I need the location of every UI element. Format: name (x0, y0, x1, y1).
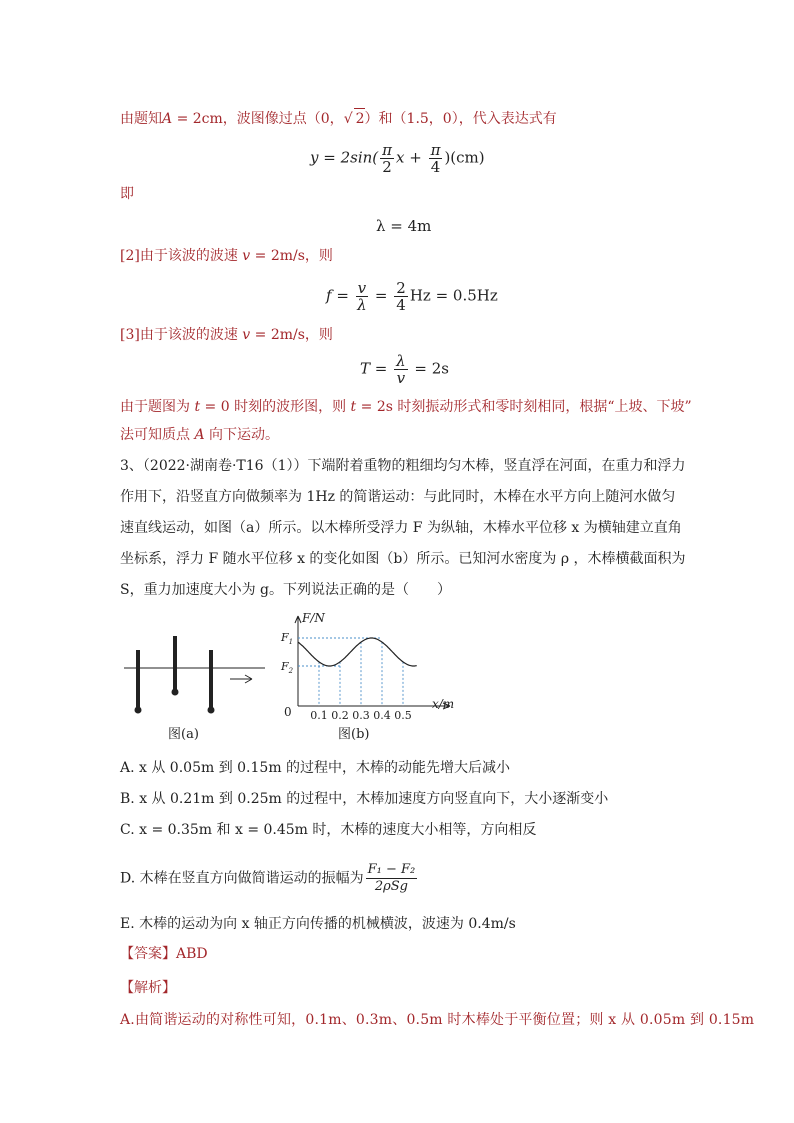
numerator: λ (396, 352, 406, 370)
option-E: E. 木棒的运动为向 x 轴正方向传播的机械横波，波速为 0.4m/s (120, 916, 516, 932)
rod-weight-1 (135, 707, 142, 714)
text: 由于题图为 (120, 399, 195, 415)
text: [3]由于该波的波速 (120, 327, 243, 343)
denominator: 4 (396, 296, 406, 314)
plus: + (404, 148, 427, 167)
fraction (394, 280, 408, 313)
denominator: 2 (382, 158, 392, 176)
text: 向下运动。 (204, 427, 280, 443)
y-axis-label (301, 611, 325, 625)
grid-lines (298, 638, 403, 706)
F1-label (280, 631, 293, 646)
analysis-label: 【解析】 (120, 980, 176, 996)
text: = 2cm，波图像过点（0， (172, 111, 344, 127)
numerator: π (382, 141, 392, 159)
denominator: v (396, 369, 406, 387)
option-C: C. x = 0.35m 和 x = 0.45m 时，木棒的速度大小相等，方向相反 (120, 822, 537, 838)
numerator: F₁ − F₂ (367, 862, 416, 877)
solution-line-3 (120, 325, 333, 345)
numerator: v (357, 279, 367, 297)
question-line-5: S，重力加速度大小为 g。下列说法正确的是（ ） (120, 582, 452, 598)
sqrt-symbol: √ (343, 111, 353, 127)
x-tick-label: 0.5 (394, 709, 412, 722)
x-tick-label: 0.4 (373, 709, 391, 722)
option-D-text: D. 木棒在竖直方向做简谐运动的振幅为 (120, 870, 364, 887)
ji-text: 即 (120, 186, 134, 202)
equation-f (326, 280, 498, 313)
fraction (429, 142, 443, 175)
text: = 2s 时刻振动形式和零时刻相同，根据“上坡、下坡” (356, 399, 692, 415)
answer-line (120, 944, 208, 964)
text: 由题知 (120, 111, 162, 127)
sqrt-value: 2 (354, 108, 365, 129)
text: = 0 时刻的波形图，则 (200, 399, 351, 415)
var-A: A (194, 427, 205, 443)
var-v: v (242, 327, 251, 343)
text: 法可知质点 (120, 427, 195, 443)
solution-line-5 (120, 425, 279, 445)
equation-T (360, 353, 449, 386)
F2-symbol: F (281, 660, 289, 673)
question-line-1: 3、（2022·湖南卷·T16（1））下端附着重物的粗细均匀木棒，竖直浮在河面，在重力和浮力 (120, 458, 686, 474)
question-line-4: 坐标系，浮力 F 随水平位移 x 的变化如图（b）所示。已知河水密度为 ρ ，木棒横截面积为 (120, 551, 686, 567)
figure-b (270, 608, 470, 748)
origin-label: 0 (284, 705, 292, 719)
var-f: f (326, 286, 332, 305)
F1-symbol: F (281, 631, 289, 644)
var-T: T (360, 359, 371, 378)
var-x: x (396, 148, 405, 167)
amplitude-fraction (366, 862, 418, 895)
fraction (394, 353, 408, 386)
var-v: v (242, 248, 251, 264)
equals: = (370, 286, 393, 305)
fraction (356, 280, 368, 313)
text: ）和（1.5，0），代入表达式有 (364, 111, 557, 127)
force-curve (298, 638, 417, 666)
x-tick-labels (310, 709, 412, 722)
eq-rhs: Hz = 0.5Hz (409, 286, 498, 305)
denominator: 4 (430, 158, 441, 176)
x-tick-label: 0.2 (331, 709, 349, 722)
x-tick-label: 0.3 (352, 709, 370, 722)
option-A: A. x 从 0.05m 到 0.15m 的过程中，木棒的动能先增大后减小 (120, 760, 511, 776)
solution-line-2 (120, 246, 333, 266)
var-A: A (162, 111, 173, 127)
rod-weight-3 (208, 707, 215, 714)
y-axis-label-text: F/N (302, 611, 325, 625)
text: [2]由于该波的波速 (120, 248, 243, 264)
eq-rhs: )(cm) (444, 148, 485, 167)
equation-y (310, 142, 485, 175)
var-t: t (194, 399, 201, 415)
solution-line-4 (120, 397, 692, 417)
figure-b-caption: 图(b) (338, 727, 370, 742)
equals: = (370, 359, 393, 378)
F2-label (280, 660, 294, 675)
option-D (120, 862, 419, 895)
fraction (380, 142, 394, 175)
answer-value: ABD (176, 946, 208, 962)
solution-line-1 (120, 108, 557, 129)
F2-subscript: 2 (288, 667, 294, 675)
numerator: 2 (396, 279, 406, 297)
text: = 2m/s，则 (250, 248, 333, 264)
option-B: B. x 从 0.21m 到 0.25m 的过程中，木棒加速度方向竖直向下，大小逐渐变小 (120, 791, 609, 807)
eq-lhs: y = 2sin( (310, 148, 379, 167)
text: = 2m/s，则 (250, 327, 333, 343)
denominator: λ (357, 296, 367, 314)
question-line-2: 作用下，沿竖直方向做频率为 1Hz 的简谐运动：与此同时，木棒在水平方向上随河水做匀 (120, 489, 676, 505)
equation-lambda: λ = 4m (376, 217, 432, 235)
question-line-3: 速直线运动，如图（a）所示。以木棒所受浮力 F 为纵轴，木棒水平位移 x 为横轴建立直角 (120, 520, 682, 536)
x-axis-label: x/m (432, 697, 455, 711)
rod-weight-2 (172, 689, 179, 696)
var-t: t (350, 399, 357, 415)
equals: = (331, 286, 354, 305)
figure-a (120, 628, 270, 748)
figure-a-caption: 图(a) (168, 727, 199, 742)
F1-subscript: 1 (288, 638, 294, 646)
x-tick-label: 0.1 (310, 709, 328, 722)
denominator: 2ρSg (374, 879, 409, 894)
answer-label: 【答案】 (120, 946, 176, 962)
numerator: π (430, 141, 441, 159)
eq-rhs: = 2s (409, 359, 449, 378)
analysis-text: A.由简谐运动的对称性可知，0.1m、0.3m、0.5m 时木棒处于平衡位置；则 x 从 0.05m 到 0.15m (120, 1012, 755, 1028)
